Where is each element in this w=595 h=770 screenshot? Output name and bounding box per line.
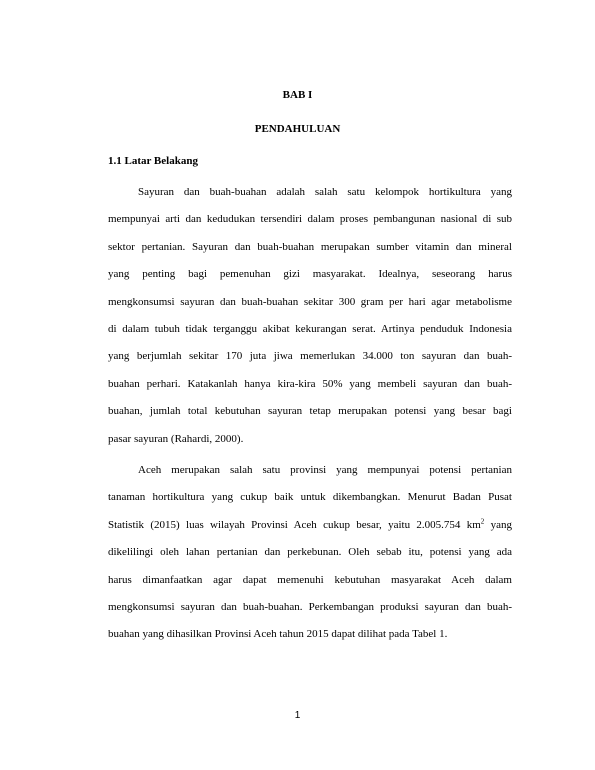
paragraph-line: buahan yang dihasilkan Provinsi Aceh tahun 2015 dapat dilihat pada Tabel 1. xyxy=(108,628,448,640)
paragraph-line: Aceh merupakan salah satu provinsi yang mempunyai potensi pertanian xyxy=(138,464,512,476)
paragraph-line: Sayuran dan buah-buahan adalah salah satu kelompok hortikultura yang xyxy=(138,186,512,198)
paragraph-line: yang penting bagi pemenuhan gizi masyarakat. Idealnya, seseorang harus xyxy=(108,268,512,280)
paragraph-line: mempunyai arti dan kedudukan tersendiri dalam proses pembangunan nasional di sub xyxy=(108,213,512,225)
paragraph-line: tanaman hortikultura yang cukup baik untuk dikembangkan. Menurut Badan Pusat xyxy=(108,491,512,503)
paragraph-line: di dalam tubuh tidak terganggu akibat kekurangan serat. Artinya penduduk Indonesia xyxy=(108,323,512,335)
chapter-title: PENDAHULUAN xyxy=(254,123,341,135)
paragraph-line: harus dimanfaatkan agar dapat memenuhi kebutuhan masyarakat Aceh dalam xyxy=(108,574,512,586)
paragraph-line: mengkonsumsi sayuran dan buah-buahan sekitar 300 gram per hari agar metabolisme xyxy=(108,296,512,308)
section-heading: 1.1 Latar Belakang xyxy=(108,155,198,167)
paragraph-line: mengkonsumsi sayuran dan buah-buahan. Perkembangan produksi sayuran dan buah- xyxy=(108,601,512,613)
paragraph-line: dikelilingi oleh lahan pertanian dan perkebunan. Oleh sebab itu, potensi yang ada xyxy=(108,546,512,558)
paragraph-line: buahan, jumlah total kebutuhan sayuran tetap merupakan potensi yang besar bagi xyxy=(108,405,512,417)
paragraph-line: yang berjumlah sekitar 170 juta jiwa memerlukan 34.000 ton sayuran dan buah- xyxy=(108,350,512,362)
chapter-label: BAB I xyxy=(282,89,313,101)
paragraph-line xyxy=(108,518,512,532)
paragraph-line: sektor pertanian. Sayuran dan buah-buahan merupakan sumber vitamin dan mineral xyxy=(108,241,512,253)
superscript: 2 xyxy=(480,517,485,526)
paragraph-line: buahan perhari. Katakanlah hanya kira-kira 50% yang membeli sayuran dan buah- xyxy=(108,378,512,390)
paragraph-line: pasar sayuran (Rahardi, 2000). xyxy=(108,433,244,445)
line-text: Statistik (2015) luas wilayah Provinsi Aceh cukup besar, yaitu 2.005.754 km xyxy=(108,519,481,531)
page-number: 1 xyxy=(294,710,301,721)
line-text: yang xyxy=(484,519,512,531)
